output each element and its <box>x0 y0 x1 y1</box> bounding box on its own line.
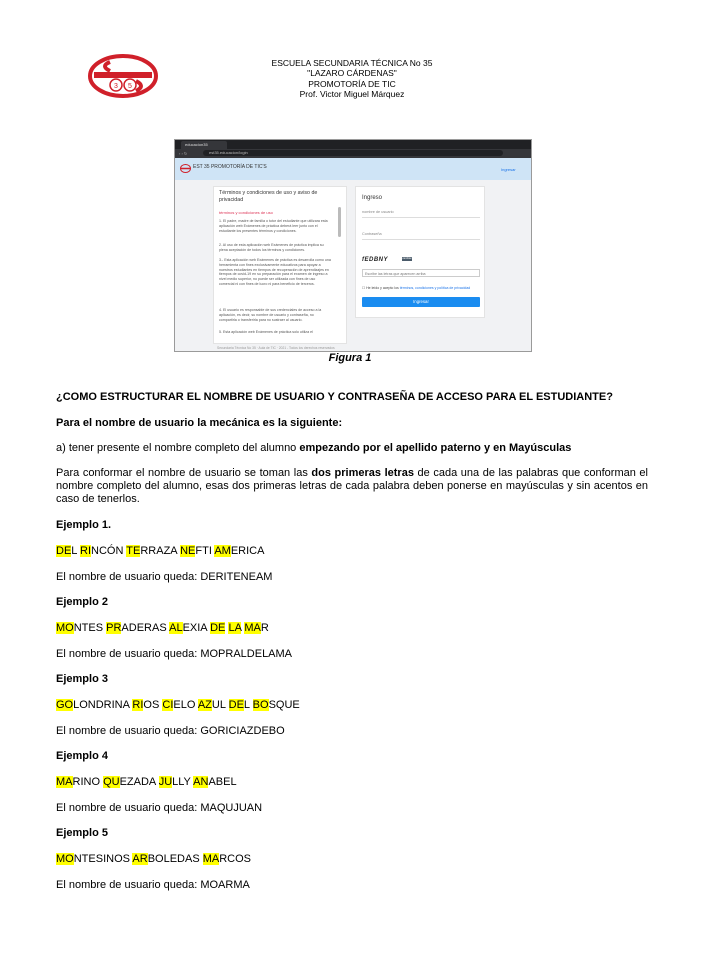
remaining-letters: L <box>71 545 81 557</box>
remaining-letters: UL <box>211 699 229 711</box>
terms-paragraph-3: 3.- Esta aplicación web Exámenes de práctica es desarrolla como una herramienta con fines exclusivamente educativos para apoyar a nuestros estudiantes en tiempos de recuperación de aprendizajes en tiempos de covid-19 en su preparación para el examen de ingreso a nivel medio superior, no puede ser utilizada con fines de uso comercial ni con fines de lucro ni para beneficio de terceros. <box>219 258 331 286</box>
highlighted-letters: AR <box>132 853 148 865</box>
example-title: Ejemplo 4 <box>56 750 108 762</box>
highlighted-letters: TE <box>126 545 141 557</box>
highlighted-letters: DE <box>56 545 72 557</box>
terms-paragraph-5: 5. Esta aplicación web Exámenes de práctica solo utiliza el <box>219 330 313 334</box>
captcha-refresh-button: cambiar otro <box>402 257 412 264</box>
app-title: EST 35 PROMOTORÍA DE TIC'S <box>193 164 267 170</box>
explanation-paragraph <box>56 467 648 506</box>
highlighted-letters: GO <box>56 699 74 711</box>
highlighted-letters: NE <box>180 545 196 557</box>
highlighted-letters: DE <box>228 699 244 711</box>
highlighted-letters: DE <box>210 622 226 634</box>
section-heading: ¿COMO ESTRUCTURAR EL NOMBRE DE USUARIO Y CONTRASEÑA DE ACCESO PARA EL ESTUDIANTE? <box>56 391 613 403</box>
highlighted-letters: CI <box>162 699 174 711</box>
app-logo-icon <box>180 164 191 173</box>
captcha-input: Escribe las letras que aparecen arriba <box>362 269 480 277</box>
explanation-text-2: de cada una de las palabras que conforman el nombre completo del alumno, esas dos primeras letras de cada palabra deben ponerse en mayúsculas y sin acentos en caso de tenerlos. <box>56 467 648 505</box>
result-prefix: El nombre de usuario queda: <box>56 802 201 814</box>
remaining-letters: LONDRINA <box>73 699 133 711</box>
terms-paragraph-2: 2. Al uso de esta aplicación web Exámenes de práctica implica su plena aceptación de todos los términos y condiciones. <box>219 243 324 252</box>
example-title: Ejemplo 5 <box>56 827 108 839</box>
highlighted-letters: PR <box>106 622 122 634</box>
highlighted-letters: AM <box>214 545 231 557</box>
highlighted-letters: MO <box>56 622 74 634</box>
remaining-letters: ELO <box>173 699 198 711</box>
remaining-letters: L <box>243 699 253 711</box>
highlighted-letters: RI <box>80 545 92 557</box>
example-username-result <box>56 571 648 584</box>
example-full-name <box>56 853 648 866</box>
password-field: Contraseña <box>362 229 480 240</box>
remaining-letters: NCÓN <box>91 545 127 557</box>
terms-link: términos, condiciones y política de privacidad <box>399 286 471 290</box>
browser-toolbar <box>175 149 531 158</box>
username-value: GORICIAZDEBO <box>200 725 285 737</box>
remaining-letters: RRAZA <box>140 545 181 557</box>
result-prefix: El nombre de usuario queda: <box>56 571 201 583</box>
example-full-name <box>56 699 648 712</box>
school-logo <box>88 54 158 98</box>
remaining-letters: ADERAS <box>121 622 170 634</box>
remaining-letters: ABEL <box>208 776 237 788</box>
remaining-letters: ERICA <box>230 545 265 557</box>
remaining-letters: FTI <box>195 545 215 557</box>
terms-scrollbar <box>338 207 341 237</box>
result-prefix: El nombre de usuario queda: <box>56 879 201 891</box>
result-prefix: El nombre de usuario queda: <box>56 648 201 660</box>
remaining-letters: R <box>260 622 269 634</box>
example-title: Ejemplo 1. <box>56 519 112 531</box>
highlighted-letters: AN <box>193 776 209 788</box>
highlighted-letters: MA <box>56 776 73 788</box>
example-title: Ejemplo 3 <box>56 673 108 685</box>
terms-card <box>213 186 347 344</box>
app-login-link: Ingresar <box>501 167 516 172</box>
username-field: nombre de usuario <box>362 207 480 218</box>
app-footer: Secundaria Técnica No 35 · Aula de TIC · 2021 - Todos los derechos reservados <box>217 346 335 350</box>
highlighted-letters: JU <box>158 776 173 788</box>
example-username-result <box>56 648 648 661</box>
school-subname: "LAZARO CÁRDENAS" <box>307 68 397 78</box>
username-value: MAQUJUAN <box>200 802 263 814</box>
captcha-image: fEDBNY <box>362 257 389 263</box>
explanation-text-1: Para conformar el nombre de usuario se toman las <box>56 467 312 479</box>
figure-screenshot <box>174 139 532 352</box>
username-value: MOPRALDELAMA <box>200 648 293 660</box>
example-title: Ejemplo 2 <box>56 596 108 608</box>
example-username-result <box>56 802 648 815</box>
remaining-letters: EZADA <box>119 776 159 788</box>
username-value: DERITENEAM <box>200 571 273 583</box>
rule-a-emphasis: empezando por el apellido paterno y en Mayúsculas <box>299 442 572 454</box>
highlighted-letters: AZ <box>197 699 212 711</box>
example-full-name <box>56 622 648 635</box>
highlighted-letters: LA <box>228 622 242 634</box>
highlighted-letters: MO <box>56 853 74 865</box>
remaining-letters: EXIA <box>182 622 211 634</box>
remaining-letters: NTES <box>73 622 107 634</box>
terms-paragraph-4: 4. El usuario es responsable de sus credenciales de acceso a la aplicación, es decir, su nombre de usuario y contraseña, no compartirla o transferirla para no sustraer al usuario. <box>219 308 322 322</box>
login-card <box>355 186 485 318</box>
remaining-letters: BOLEDAS <box>147 853 203 865</box>
username-subheading: Para el nombre de usuario la mecánica es la siguiente: <box>56 417 343 429</box>
school-name: ESCUELA SECUNDARIA TÉCNICA No 35 <box>271 58 433 68</box>
app-header <box>175 158 531 180</box>
remaining-letters: NTESINOS <box>73 853 133 865</box>
terms-checkbox-label: ☐ He leído y acepto los términos, condiciones y política de privacidad <box>362 286 471 290</box>
remaining-letters: OS <box>143 699 163 711</box>
example-full-name <box>56 545 648 558</box>
highlighted-letters: MA <box>244 622 261 634</box>
highlighted-letters: RI <box>132 699 144 711</box>
remaining-letters: RINO <box>72 776 104 788</box>
terms-paragraph-1: 1. El padre, madre de familia o tutor del estudiante que utilizara esta aplicación web Exámenes de práctica deberá leer junto con el estudiante los presentes términos y condiciones. <box>219 219 328 233</box>
browser-tab: educacion35 <box>181 141 227 149</box>
login-button: Ingresar <box>362 297 480 307</box>
example-full-name <box>56 776 648 789</box>
nav-arrows-icon: ‹ › ↻ <box>179 151 188 156</box>
remaining-letters: LLY <box>172 776 194 788</box>
result-prefix: El nombre de usuario queda: <box>56 725 201 737</box>
highlighted-letters: BO <box>252 699 269 711</box>
teacher-name: Prof. Victor Miguel Márquez <box>299 89 405 99</box>
department: PROMOTORÍA DE TIC <box>308 79 396 89</box>
example-username-result <box>56 879 648 892</box>
address-bar: est35.educacion/login <box>203 150 503 156</box>
remaining-letters: SQUE <box>268 699 300 711</box>
terms-title: Términos y condiciones de uso y aviso de privacidad <box>219 190 318 203</box>
logo-digit-3: 3 <box>114 83 118 90</box>
username-value: MOARMA <box>200 879 250 891</box>
highlighted-letters: AL <box>169 622 183 634</box>
terms-prefix: He leído y acepto los <box>366 286 399 290</box>
browser-tab-strip <box>175 140 531 149</box>
rule-a <box>56 442 648 455</box>
highlighted-letters: QU <box>103 776 120 788</box>
login-title: Ingreso <box>362 195 383 201</box>
logo-digit-5: 5 <box>128 83 132 90</box>
highlighted-letters: MA <box>202 853 220 865</box>
example-username-result <box>56 725 648 738</box>
rule-a-text: a) tener presente el nombre completo del alumno <box>56 442 300 454</box>
explanation-emphasis: dos primeras letras <box>311 467 414 479</box>
figure-caption: Figura 1 <box>328 352 372 364</box>
terms-subtitle: términos y condiciones de uso <box>219 210 273 215</box>
remaining-letters: RCOS <box>219 853 252 865</box>
